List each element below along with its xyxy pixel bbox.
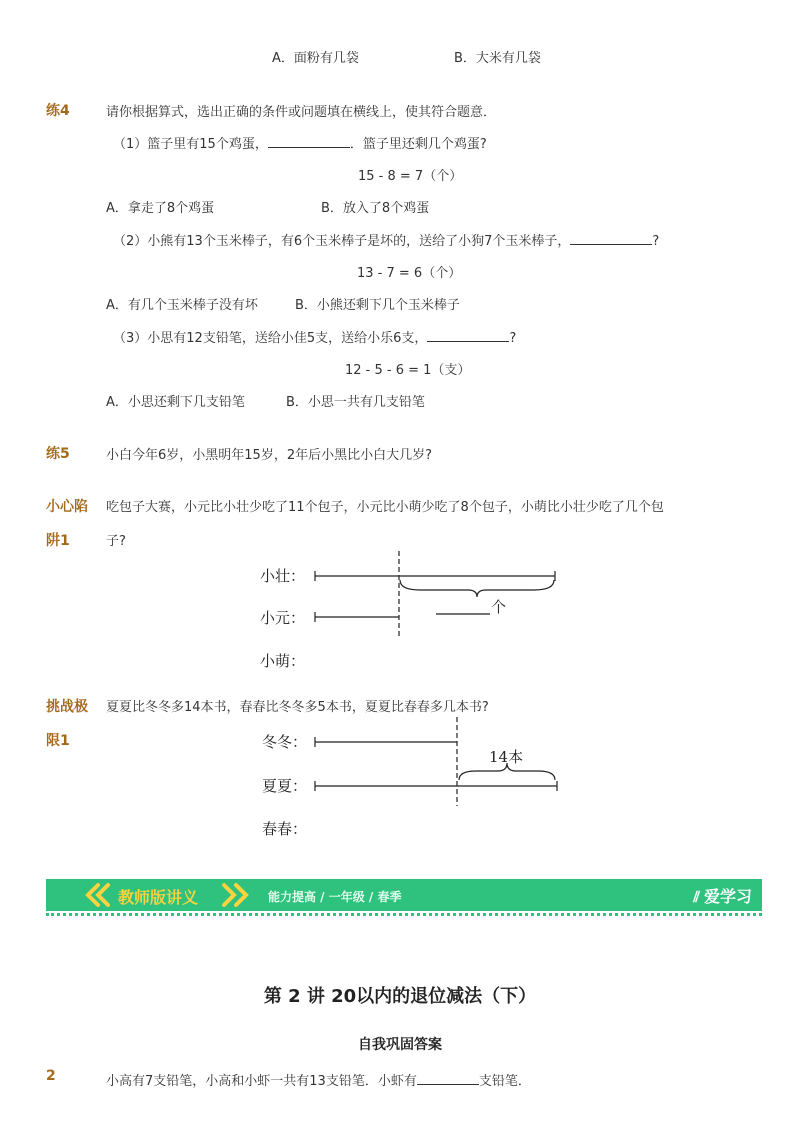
banner-breadcrumb: 能力提高 / 一年级 / 春季 [268, 890, 402, 904]
question-2-pre: 小高有7支铅笔，小高和小虾一共有13支铅笔．小虾有 [106, 1074, 417, 1089]
q3-option-b: B．小思一共有几支铅笔 [286, 395, 425, 410]
brand-name: 爱学习 [703, 887, 752, 906]
question-2-text [106, 1070, 531, 1089]
trap-row-xiaozhuang: 小壮： [260, 567, 306, 585]
trap-brace [400, 580, 554, 597]
trap-brace-unit: 个 [491, 598, 507, 616]
answers-subtitle: 自我巩固答案 [358, 1037, 442, 1053]
teacher-edition-banner [46, 879, 762, 911]
q2-option-a: A．有几个玉米棒子没有坏 [106, 298, 258, 313]
exercise-5-text: 小白今年6岁，小黑明年15岁，2年后小黑比小白大几岁? [106, 448, 432, 463]
question-2-post: 支铅笔． [478, 1074, 531, 1089]
challenge-brace-label: 14本 [489, 748, 524, 766]
brand-logo [693, 884, 752, 907]
option-b-rice: B．大米有几袋 [454, 51, 541, 66]
challenge-row-dongdong: 冬冬： [262, 733, 308, 751]
q1-text-post: ．篮子里还剩几个鸡蛋? [349, 137, 487, 152]
trap-text-line1: 吃包子大赛，小元比小壮少吃了11个包子，小元比小萌少吃了8个包子，小萌比小壮少吃了几个包 [106, 500, 664, 515]
q1-option-b: B．放入了8个鸡蛋 [321, 201, 430, 216]
challenge-text: 夏夏比冬冬多14本书，春春比冬冬多5本书，夏夏比春春多几本书? [106, 700, 489, 715]
question-2-number: 2 [46, 1068, 56, 1084]
challenge-row-chunchun: 春春： [262, 820, 308, 838]
q3-formula: 12 - 5 - 6 = 1（支） [345, 363, 471, 378]
question-2-blank[interactable] [417, 1071, 479, 1085]
trap-row-xiaomeng: 小萌： [260, 652, 306, 670]
q1-text-pre: （1）篮子里有15个鸡蛋， [113, 137, 268, 152]
q2-option-b: B．小熊还剩下几个玉米棒子 [295, 298, 460, 313]
challenge-label-line1: 挑战极 [46, 699, 88, 715]
banner-dotted-divider [46, 913, 762, 916]
trap-label-line2: 阱1 [46, 533, 70, 549]
q3-text-pre: （3）小思有12支铅笔，送给小佳5支，送给小乐6支， [113, 331, 428, 346]
trap-label-line1: 小心陷 [46, 499, 88, 515]
chevron-right-icon [224, 885, 234, 905]
banner-title: 教师版讲义 [118, 888, 199, 907]
exercise-5-label: 练5 [46, 446, 70, 462]
q2-text-post: ? [652, 234, 660, 249]
trap-diagram [315, 551, 555, 637]
q3-text-post: ? [509, 331, 517, 346]
chevron-left-icon [98, 885, 108, 905]
option-a-flour: A．面粉有几袋 [272, 51, 359, 66]
q2-text-pre: （2）小熊有13个玉米棒子，有6个玉米棒子是坏的，送给了小狗7个玉米棒子， [113, 234, 571, 249]
challenge-row-xiaxia: 夏夏： [262, 777, 308, 795]
challenge-label-line2: 限1 [46, 733, 70, 749]
chevron-right-icon [236, 885, 246, 905]
exercise-4-label: 练4 [46, 103, 70, 119]
brand-icon: ⫽ [693, 888, 700, 906]
q1-formula: 15 - 8 = 7（个） [358, 169, 463, 184]
lecture-title: 第 2 讲 20以内的退位减法（下） [263, 986, 537, 1007]
trap-row-xiaoyuan: 小元： [260, 609, 306, 627]
trap-text-line2: 子? [106, 534, 126, 549]
exercise-4-instruction: 请你根据算式，选出正确的条件或问题填在横线上，使其符合题意． [106, 105, 497, 120]
q3-option-a: A．小思还剩下几支铅笔 [106, 395, 245, 410]
q2-formula: 13 - 7 = 6（个） [357, 266, 462, 281]
q1-option-a: A．拿走了8个鸡蛋 [106, 201, 215, 216]
